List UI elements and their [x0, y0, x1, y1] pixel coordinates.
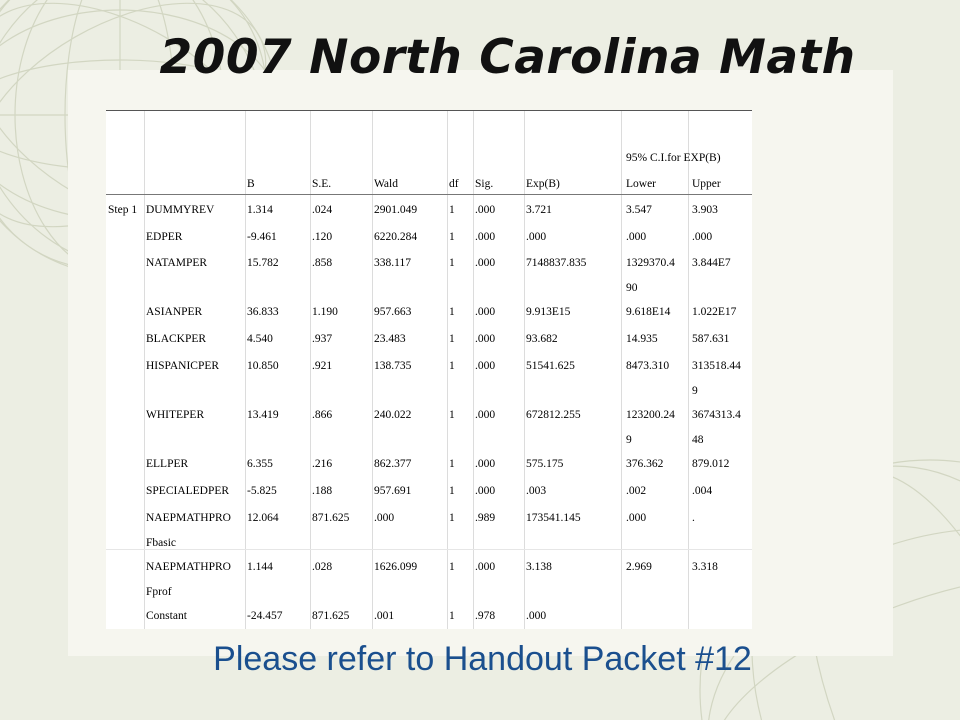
table-cell: 862.377 [374, 458, 412, 470]
table-cell: 1 [449, 257, 455, 269]
table-cell: .000 [374, 512, 395, 524]
table-cell: .000 [526, 231, 547, 243]
table-cell: -5.825 [247, 485, 277, 497]
column-header: Wald [374, 178, 398, 190]
column-header: S.E. [312, 178, 332, 190]
table-cell: 1 [449, 333, 455, 345]
table-cell: .000 [475, 231, 496, 243]
table-cell: .000 [692, 231, 713, 243]
table-cell: .000 [475, 485, 496, 497]
table-cell: .001 [374, 610, 395, 622]
table-cell: 23.483 [374, 333, 406, 345]
variable-name: HISPANICPER [146, 360, 220, 372]
variable-name: Fprof [146, 586, 172, 598]
table-cell: 14.935 [626, 333, 658, 345]
table-cell: 3.318 [692, 561, 718, 573]
table-cell: 1.144 [247, 561, 273, 573]
table-cell: 1329370.4 [626, 257, 675, 269]
table-cell: 871.625 [312, 610, 350, 622]
table-cell: .028 [312, 561, 333, 573]
table-cell: 1 [449, 610, 455, 622]
table-cell: 8473.310 [626, 360, 670, 372]
table-cell: 9.913E15 [526, 306, 571, 318]
table-cell: .188 [312, 485, 333, 497]
table-cell: 3.721 [526, 204, 552, 216]
table-cell: 138.735 [374, 360, 412, 372]
table-cell: .000 [526, 610, 547, 622]
table-cell: -9.461 [247, 231, 277, 243]
variable-name: ELLPER [146, 458, 189, 470]
variable-name: NAEPMATHPRO [146, 512, 231, 524]
table-cell: 1.314 [247, 204, 273, 216]
table-cell: .000 [626, 512, 647, 524]
table-cell: -24.457 [247, 610, 283, 622]
table-cell: 3674313.4 [692, 409, 741, 421]
table-cell: 2901.049 [374, 204, 418, 216]
variable-name: Constant [146, 610, 187, 622]
column-header: B [247, 178, 255, 190]
column-divider [372, 111, 373, 629]
slide-footer: Please refer to Handout Packet #12 [213, 640, 752, 678]
table-cell: 1.022E17 [692, 306, 737, 318]
table-cell: 3.547 [626, 204, 652, 216]
table-cell: 6.355 [247, 458, 273, 470]
variable-name: ASIANPER [146, 306, 203, 318]
column-divider [245, 111, 246, 629]
table-cell: 1 [449, 231, 455, 243]
variable-name: BLACKPER [146, 333, 207, 345]
column-divider [473, 111, 474, 629]
variable-name: SPECIALEDPER [146, 485, 230, 497]
table-cell: 93.682 [526, 333, 558, 345]
table-cell: 15.782 [247, 257, 279, 269]
table-cell: 2.969 [626, 561, 652, 573]
variable-name: DUMMYREV [146, 204, 215, 216]
column-header: Lower [626, 178, 657, 190]
table-cell: 1 [449, 458, 455, 470]
table-cell: 36.833 [247, 306, 279, 318]
table-cell: .000 [475, 360, 496, 372]
table-cell: 1 [449, 485, 455, 497]
table-cell: 376.362 [626, 458, 664, 470]
table-cell: 957.663 [374, 306, 412, 318]
table-cell: 1 [449, 561, 455, 573]
table-cell: 1 [449, 512, 455, 524]
table-cell: 587.631 [692, 333, 730, 345]
table-cell: 1 [449, 360, 455, 372]
table-cell: 173541.145 [526, 512, 581, 524]
variable-name: NAEPMATHPRO [146, 561, 231, 573]
table-cell: 338.117 [374, 257, 411, 269]
table-cell: 4.540 [247, 333, 273, 345]
header-rule [106, 194, 752, 195]
table-cell: . [692, 512, 695, 524]
table-cell: .921 [312, 360, 333, 372]
table-cell: .000 [475, 333, 496, 345]
column-divider [144, 111, 145, 629]
table-cell: 7148837.835 [526, 257, 587, 269]
table-cell: .978 [475, 610, 496, 622]
table-cell: 13.419 [247, 409, 279, 421]
column-divider [524, 111, 525, 629]
slide-title: 2007 North Carolina Math [159, 30, 856, 85]
table-cell: .989 [475, 512, 496, 524]
table-cell: .866 [312, 409, 333, 421]
table-cell: 48 [692, 434, 704, 446]
table-cell: .216 [312, 458, 333, 470]
table-cell: .000 [626, 231, 647, 243]
table-cell: 10.850 [247, 360, 279, 372]
table-cell: .024 [312, 204, 333, 216]
table-cell: .000 [475, 561, 496, 573]
table-cell: 51541.625 [526, 360, 575, 372]
column-header: Upper [692, 178, 721, 190]
column-divider [621, 111, 622, 629]
table-cell: 871.625 [312, 512, 350, 524]
table-cell: .858 [312, 257, 333, 269]
column-divider [310, 111, 311, 629]
table-cell: 9 [626, 434, 632, 446]
column-divider [688, 111, 689, 629]
table-cell: .120 [312, 231, 333, 243]
column-divider [447, 111, 448, 629]
table-cell: 6220.284 [374, 231, 418, 243]
table-cell: 90 [626, 282, 638, 294]
table-cell: 879.012 [692, 458, 730, 470]
table-cell: .000 [475, 409, 496, 421]
table-cell: 12.064 [247, 512, 279, 524]
table-cell: 240.022 [374, 409, 412, 421]
table-cell: 1 [449, 306, 455, 318]
variable-name: EDPER [146, 231, 183, 243]
logistic-regression-table [106, 110, 752, 629]
table-cell: 575.175 [526, 458, 564, 470]
table-cell: 3.903 [692, 204, 718, 216]
table-cell: 1 [449, 409, 455, 421]
table-cell: 1 [449, 204, 455, 216]
row-separator [106, 549, 752, 550]
column-header: Sig. [475, 178, 494, 190]
table-cell: .000 [475, 204, 496, 216]
column-header: Exp(B) [526, 178, 560, 190]
table-cell: 3.844E7 [692, 257, 731, 269]
table-cell: .004 [692, 485, 713, 497]
table-cell: 9 [692, 385, 698, 397]
table-cell: .002 [626, 485, 647, 497]
table-cell: 957.691 [374, 485, 412, 497]
table-cell: 313518.44 [692, 360, 741, 372]
table-cell: 3.138 [526, 561, 552, 573]
step-label: Step 1 [108, 204, 138, 216]
table-cell: 123200.24 [626, 409, 675, 421]
table-cell: .000 [475, 458, 496, 470]
variable-name: Fbasic [146, 537, 177, 549]
variable-name: NATAMPER [146, 257, 208, 269]
table-cell: .000 [475, 306, 496, 318]
column-header: df [449, 178, 459, 190]
table-cell: .000 [475, 257, 496, 269]
variable-name: WHITEPER [146, 409, 205, 421]
table-cell: 9.618E14 [626, 306, 671, 318]
ci-header: 95% C.I.for EXP(B) [626, 152, 721, 164]
table-cell: .937 [312, 333, 333, 345]
table-cell: .003 [526, 485, 547, 497]
table-cell: 672812.255 [526, 409, 581, 421]
table-cell: 1.190 [312, 306, 338, 318]
table-cell: 1626.099 [374, 561, 418, 573]
